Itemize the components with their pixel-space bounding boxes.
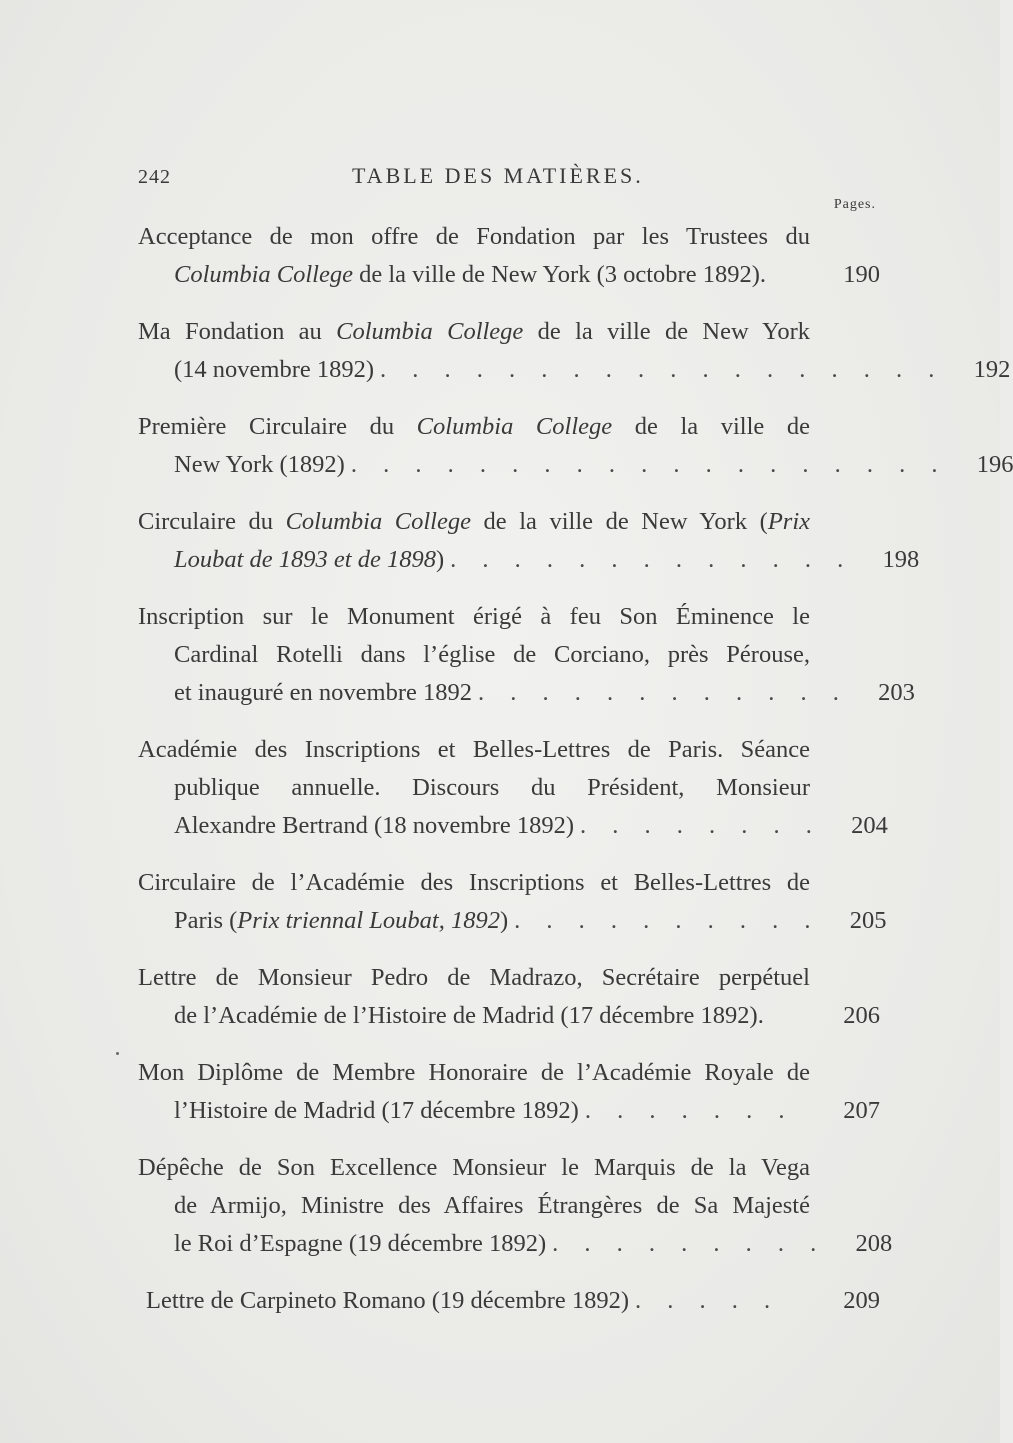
- toc-entry-last-line: l’Histoire de Madrid (17 décembre 1892) . . . . . . . 207: [138, 1092, 880, 1130]
- toc-page-number: 203: [878, 679, 915, 706]
- toc-entry-line: Circulaire du Columbia College de la ville de New York (Prix: [138, 508, 810, 535]
- toc-entry-last-line: et inauguré en novembre 1892 . . . . . . . . . . . . 203: [138, 674, 880, 712]
- dot-leader: . . . . . . . . . .: [514, 907, 821, 934]
- toc-entry-line: de Armijo, Ministre des Affaires Étrangères de Sa Majesté: [174, 1192, 810, 1219]
- dot-leader: . . . . . . .: [584, 1097, 795, 1124]
- toc-entry-line: Acceptance de mon offre de Fondation par les Trustees du: [138, 223, 810, 250]
- italic-title: Columbia College: [174, 261, 353, 288]
- page-number: 242: [138, 166, 171, 188]
- toc-entry-last-line: Loubat de 1893 et de 1898) . . . . . . . . . . . . . 198: [138, 541, 880, 579]
- italic-title: Prix: [767, 508, 810, 535]
- pages-column-label: Pages.: [833, 197, 876, 212]
- dot-leader: . . . . . . . . . . . . . . . . . . .: [350, 451, 948, 478]
- italic-title: Loubat de 1893 et de 1898: [174, 546, 436, 573]
- toc-entry: [138, 1149, 893, 1263]
- dot-leader: . . . . . . . .: [580, 812, 822, 839]
- toc-entry-last-line: Paris (Prix triennal Loubat, 1892) . . . . . . . . . . 205: [138, 902, 880, 940]
- toc-entry-line: Mon Diplôme de Membre Honoraire de l’Académie Royale de: [138, 1059, 810, 1086]
- toc-page-number: 192: [973, 356, 1011, 383]
- toc-entry-line: Cardinal Rotelli dans l’église de Corciano, près Pérouse,: [174, 641, 810, 668]
- toc-entry: [138, 731, 888, 845]
- toc-page-number: 206: [843, 1002, 880, 1029]
- toc-entry-line: Dépêche de Son Excellence Monsieur le Marquis de la Vega: [138, 1154, 810, 1181]
- toc-entry-line: Académie des Inscriptions et Belles-Lettres de Paris. Séance: [138, 736, 810, 763]
- toc-page-number: 196: [976, 451, 1013, 478]
- toc-entry-line: Ma Fondation au Columbia College de la ville de New York: [138, 318, 810, 345]
- toc-entry: [138, 408, 1013, 484]
- toc-entry-line: publique annuelle. Discours du Président, Monsieur: [174, 774, 810, 801]
- toc-entry-line: Première Circulaire du Columbia College de la ville de: [138, 413, 810, 440]
- toc-entry-line: Inscription sur le Monument érigé à feu Son Éminence le: [138, 603, 810, 630]
- italic-title: Columbia College: [416, 413, 613, 440]
- toc-page-number: 205: [849, 907, 887, 934]
- toc-entry: [138, 1282, 880, 1320]
- toc-page-number: 198: [882, 546, 920, 573]
- toc-entry-last-line: (14 novembre 1892) . . . . . . . . . . . . . . . . . . 192: [138, 351, 880, 389]
- toc-entry: [138, 598, 915, 712]
- toc-entry-last-line: Lettre de Carpineto Romano (19 décembre 1892) . . . . . 209: [138, 1282, 880, 1320]
- toc-entry-line: Lettre de Monsieur Pedro de Madrazo, Secrétaire perpétuel: [138, 964, 810, 991]
- toc-page-number: 190: [843, 261, 880, 288]
- italic-title: Columbia College: [285, 508, 471, 535]
- dot-leader: . . . . . . . . . . . . . . . . . .: [380, 356, 945, 383]
- toc-entry: [138, 313, 1011, 389]
- toc-entry-last-line: le Roi d’Espagne (19 décembre 1892) . . . . . . . . . 208: [138, 1225, 880, 1263]
- dot-leader: . . . . .: [635, 1287, 781, 1314]
- toc-entry-last-line: New York (1892) . . . . . . . . . . . . . . . . . . . 196: [138, 446, 880, 484]
- dot-leader: . . . . . . . . .: [552, 1230, 827, 1257]
- ink-speck: [116, 1052, 119, 1055]
- toc-entry: [138, 218, 880, 294]
- toc-page-number: 209: [843, 1287, 880, 1314]
- running-head: TABLE DES MATIÈRES.: [352, 163, 644, 188]
- toc-entry-line: Circulaire de l’Académie des Inscriptions et Belles-Lettres de: [138, 869, 810, 896]
- toc-entry: [138, 503, 920, 579]
- toc-entry-last-line: Columbia College de la ville de New York (3 octobre 1892). 190: [138, 256, 880, 294]
- toc-page-number: 208: [855, 1230, 893, 1257]
- toc-entry-last-line: de l’Académie de l’Histoire de Madrid (17 décembre 1892). 206: [138, 997, 880, 1035]
- dot-leader: . . . . . . . . . . . .: [477, 679, 849, 706]
- italic-title: Columbia College: [336, 318, 524, 345]
- toc-page-number: 204: [851, 812, 888, 839]
- toc-entry: [138, 959, 880, 1035]
- table-of-contents: [138, 218, 1013, 1339]
- toc-page-number: 207: [843, 1097, 880, 1124]
- toc-entry: [138, 1054, 880, 1130]
- toc-entry: [138, 864, 887, 940]
- dot-leader: . . . . . . . . . . . . .: [450, 546, 854, 573]
- toc-entry-last-line: Alexandre Bertrand (18 novembre 1892) . . . . . . . . 204: [138, 807, 880, 845]
- italic-title: Prix triennal Loubat, 1892: [237, 907, 500, 934]
